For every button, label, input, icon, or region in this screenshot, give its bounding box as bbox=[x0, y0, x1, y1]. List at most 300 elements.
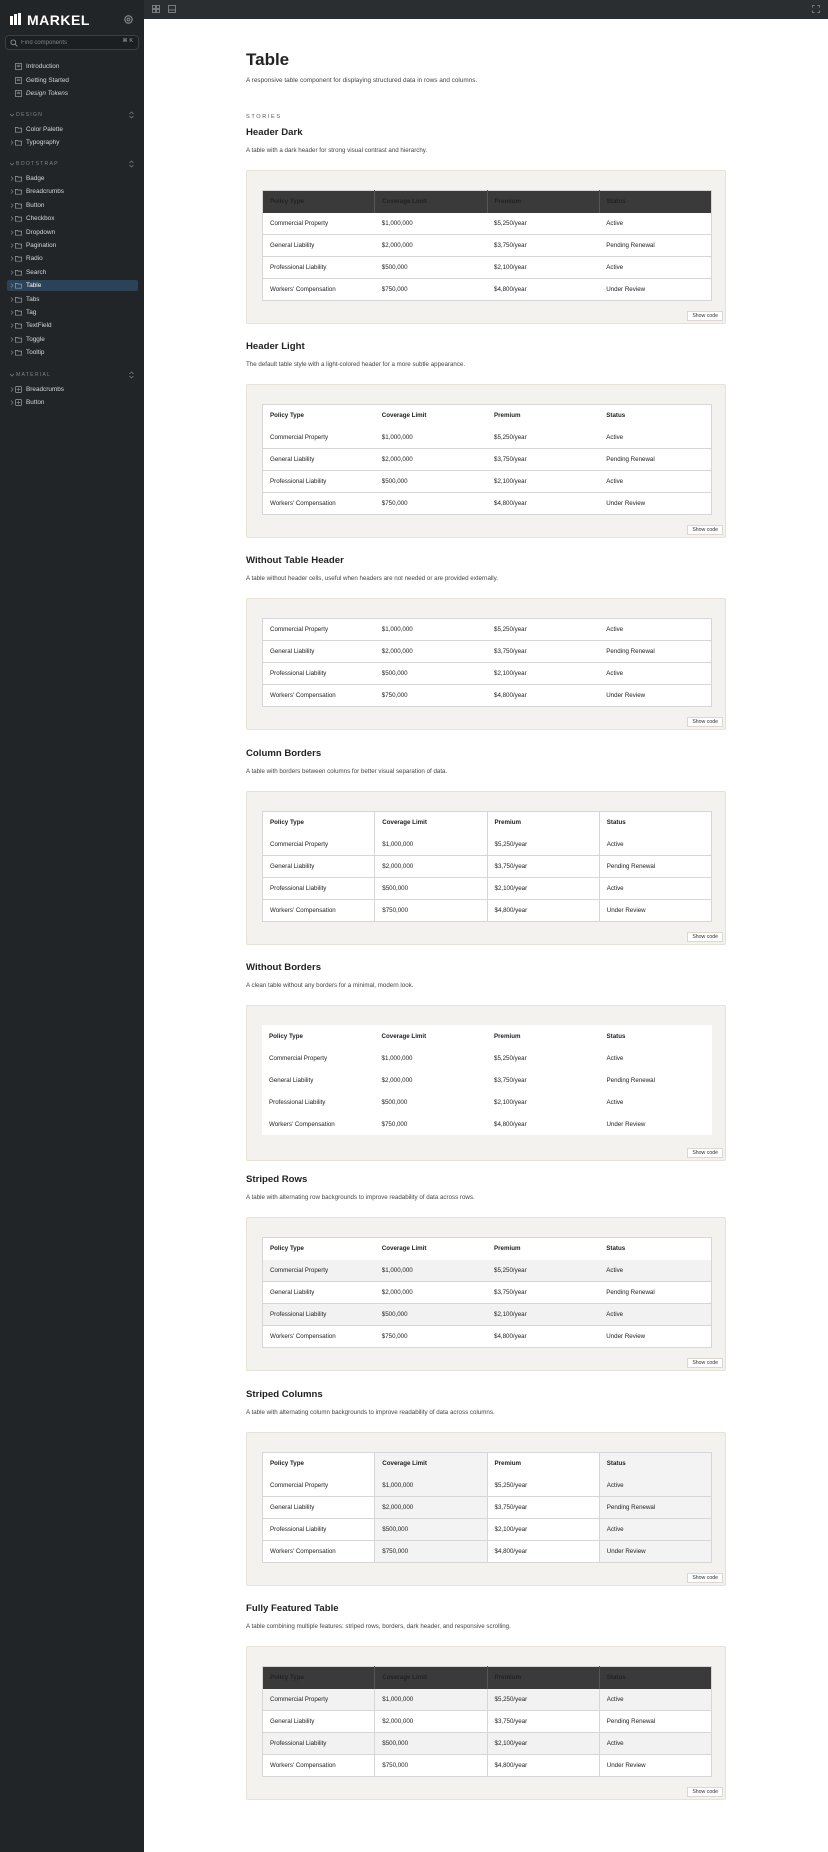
sidebar-item-label: Typography bbox=[26, 139, 60, 147]
table-cell: Commercial Property bbox=[263, 1475, 375, 1497]
sidebar-item-label: Pagination bbox=[26, 242, 57, 249]
section-design[interactable] bbox=[7, 110, 138, 120]
sidebar bbox=[0, 0, 144, 1852]
sidebar-item-label: Tooltip bbox=[26, 349, 45, 357]
table-cell: General Liability bbox=[263, 856, 375, 878]
table-row bbox=[263, 1282, 712, 1304]
page-title: Table bbox=[246, 50, 290, 69]
table-header-row bbox=[262, 1025, 712, 1047]
table-cell: $2,100/year bbox=[494, 670, 527, 677]
table-header-cell: Policy Type bbox=[270, 1245, 304, 1253]
sidebar-item-breadcrumbs[interactable] bbox=[7, 384, 138, 395]
story-preview bbox=[246, 1432, 726, 1586]
table-header-cell: Premium bbox=[494, 1245, 521, 1253]
story-title: Without Table Header bbox=[246, 555, 344, 566]
table-cell: Active bbox=[606, 840, 624, 848]
table-cell: Professional Liability bbox=[270, 670, 327, 677]
sidebar-item-badge[interactable] bbox=[7, 173, 138, 184]
table-cell: Workers' Compensation bbox=[263, 1541, 375, 1563]
table-row bbox=[263, 213, 712, 235]
sidebar-item-design-tokens[interactable] bbox=[7, 88, 138, 99]
table-cell: Pending Renewal bbox=[606, 1289, 655, 1296]
table-header-cell: Coverage Limit bbox=[381, 1245, 427, 1253]
table-cell: $1,000,000 bbox=[375, 1260, 487, 1282]
table-cell: Commercial Property bbox=[270, 626, 329, 633]
table-cell: $750,000 bbox=[375, 900, 487, 922]
folder-icon bbox=[15, 309, 22, 316]
table-header-cell: Policy Type bbox=[270, 412, 304, 420]
collapse-icon[interactable] bbox=[128, 160, 135, 168]
table-header-cell: Policy Type bbox=[263, 1453, 375, 1475]
table-row bbox=[263, 1497, 712, 1519]
docs-content bbox=[144, 19, 828, 1852]
sidebar-item-label: Radio bbox=[26, 255, 43, 263]
page-description: A responsive table component for displaying structured data in rows and columns. bbox=[246, 77, 478, 84]
show-code-button[interactable]: Show code bbox=[687, 1787, 723, 1797]
table-cell: General Liability bbox=[263, 1711, 375, 1733]
table-row bbox=[263, 856, 712, 878]
table-header-cell: Coverage Limit bbox=[375, 1453, 487, 1475]
story-preview bbox=[246, 1217, 726, 1371]
table-cell: $5,250/year bbox=[487, 834, 599, 856]
table-cell: $750,000 bbox=[381, 1120, 408, 1128]
story-preview bbox=[246, 384, 726, 538]
table-header-cell: Policy Type bbox=[263, 1667, 375, 1689]
table-cell: Under Review bbox=[606, 500, 646, 507]
search-shortcut: ⌘ K bbox=[122, 38, 133, 44]
sidebar-item-textfield[interactable] bbox=[7, 320, 138, 331]
table-cell: Commercial Property bbox=[269, 1054, 328, 1062]
table-cell: $1,000,000 bbox=[381, 433, 413, 441]
document-icon bbox=[15, 77, 22, 84]
data-table bbox=[262, 1237, 712, 1348]
table-cell: Pending Renewal bbox=[606, 863, 656, 870]
table-row bbox=[263, 257, 712, 279]
story-preview bbox=[246, 598, 726, 730]
table-header-cell: Status bbox=[606, 1032, 626, 1040]
table-cell: $4,800/year bbox=[494, 1333, 527, 1340]
table-cell: $2,000,000 bbox=[375, 1497, 487, 1519]
table-row bbox=[263, 1260, 712, 1282]
table-row bbox=[262, 1091, 712, 1113]
table-cell: Active bbox=[599, 1519, 711, 1541]
table-header-row bbox=[263, 1453, 712, 1475]
table-cell: Pending Renewal bbox=[599, 1497, 711, 1519]
story-description: A table without header cells, useful when headers are not needed or are provided externally. bbox=[246, 575, 499, 582]
table-cell: Workers' Compensation bbox=[269, 1120, 335, 1128]
sidebar-item-label: Breadcrumbs bbox=[26, 188, 65, 196]
table-header-cell: Status bbox=[599, 1667, 711, 1689]
sidebar-item-label: Button bbox=[26, 201, 45, 209]
component-icon bbox=[15, 386, 22, 393]
sidebar-item-table[interactable] bbox=[7, 280, 138, 291]
story-description: The default table style with a light-colored header for a more subtle appearance. bbox=[246, 361, 466, 368]
story-description: A table with a dark header for strong visual contrast and hierarchy. bbox=[246, 147, 428, 154]
table-cell: General Liability bbox=[270, 242, 315, 249]
sidebar-item-label: Getting Started bbox=[26, 76, 69, 84]
table-row bbox=[263, 427, 712, 449]
show-code-button[interactable]: Show code bbox=[687, 311, 723, 321]
table-cell: $5,250/year bbox=[494, 433, 527, 441]
sidebar-item-typography[interactable] bbox=[7, 137, 138, 148]
table-cell: Active bbox=[606, 219, 624, 227]
table-cell: Workers' Compensation bbox=[263, 900, 375, 922]
table-cell: $1,000,000 bbox=[375, 1689, 487, 1711]
table-cell: Professional Liability bbox=[263, 1733, 375, 1755]
table-row bbox=[263, 1519, 712, 1541]
story-title: Striped Rows bbox=[246, 1174, 308, 1185]
section-label: DESIGN bbox=[16, 112, 44, 118]
folder-icon bbox=[15, 322, 22, 329]
table-cell: Workers' Compensation bbox=[270, 1333, 336, 1340]
document-icon bbox=[15, 63, 22, 70]
table-row bbox=[263, 1541, 712, 1563]
table-cell: $500,000 bbox=[375, 1304, 487, 1326]
table-header-cell: Status bbox=[599, 191, 711, 213]
sidebar-item-label: Tag bbox=[26, 309, 37, 316]
chevron-down-icon bbox=[9, 112, 15, 118]
data-table bbox=[262, 1452, 712, 1563]
table-header-cell: Coverage Limit bbox=[381, 1032, 427, 1040]
table-cell: $2,100/year bbox=[487, 878, 599, 900]
table-cell: Professional Liability bbox=[263, 1519, 375, 1541]
table-cell: Under Review bbox=[606, 907, 646, 914]
table-cell: $500,000 bbox=[375, 1733, 487, 1755]
sidebar-item-label: Checkbox bbox=[26, 215, 55, 223]
table-header-row bbox=[263, 191, 712, 213]
table-header-cell: Premium bbox=[494, 1032, 521, 1040]
sidebar-item-button[interactable] bbox=[7, 397, 138, 408]
folder-icon bbox=[15, 296, 22, 303]
table-header-cell: Status bbox=[606, 412, 626, 420]
table-cell: $2,100/year bbox=[487, 1733, 599, 1755]
table-cell: $1,000,000 bbox=[381, 626, 413, 633]
chevron-down-icon bbox=[9, 372, 15, 378]
table-cell: $4,800/year bbox=[494, 692, 527, 699]
sidebar-item-dropdown[interactable] bbox=[7, 227, 138, 238]
table-cell: $3,750/year bbox=[494, 1289, 527, 1296]
table-cell: $750,000 bbox=[381, 500, 408, 507]
table-header-cell: Coverage Limit bbox=[381, 412, 427, 420]
table-cell: Professional Liability bbox=[269, 1098, 326, 1106]
table-cell: $4,800/year bbox=[494, 286, 527, 293]
table-row bbox=[263, 1304, 712, 1326]
table-cell: $500,000 bbox=[381, 478, 408, 485]
show-code-button[interactable]: Show code bbox=[687, 1148, 723, 1158]
table-cell: Active bbox=[599, 1689, 711, 1711]
folder-icon bbox=[15, 202, 22, 209]
data-table bbox=[262, 1025, 712, 1135]
table-cell: $4,800/year bbox=[487, 1541, 599, 1563]
sidebar-item-label: Design Tokens bbox=[26, 90, 69, 97]
table-cell: Pending Renewal bbox=[606, 648, 655, 655]
sidebar-item-label: TextField bbox=[26, 322, 52, 330]
table-row bbox=[263, 1733, 712, 1755]
sidebar-item-tabs[interactable] bbox=[7, 294, 138, 305]
sidebar-item-pagination[interactable] bbox=[7, 240, 138, 251]
table-cell: $3,750/year bbox=[487, 1497, 599, 1519]
table-cell: Professional Liability bbox=[263, 1304, 375, 1326]
gear-icon[interactable] bbox=[123, 14, 134, 25]
table-cell: General Liability bbox=[263, 1497, 375, 1519]
table-header-cell: Premium bbox=[487, 1453, 599, 1475]
table-cell: $1,000,000 bbox=[381, 219, 413, 227]
sidebar-item-color-palette[interactable] bbox=[7, 124, 138, 135]
table-row bbox=[262, 1113, 712, 1135]
table-cell: Workers' Compensation bbox=[270, 692, 336, 699]
table-header-row bbox=[263, 405, 712, 427]
table-cell: $2,100/year bbox=[487, 1304, 599, 1326]
story-title: Header Light bbox=[246, 341, 305, 352]
sidebar-item-label: Button bbox=[26, 399, 45, 407]
folder-icon bbox=[15, 215, 22, 222]
section-label: MATERIAL bbox=[16, 372, 52, 378]
story-title: Fully Featured Table bbox=[246, 1603, 339, 1614]
table-header-cell: Premium bbox=[487, 191, 599, 213]
table-cell: $500,000 bbox=[375, 1519, 487, 1541]
table-cell: Workers' Compensation bbox=[270, 286, 336, 293]
table-cell: $2,100/year bbox=[494, 264, 527, 271]
table-header-cell: Policy Type bbox=[269, 1032, 303, 1040]
sidebar-item-introduction[interactable] bbox=[7, 61, 138, 72]
table-cell: General Liability bbox=[269, 1076, 314, 1084]
collapse-icon[interactable] bbox=[128, 371, 135, 379]
fullscreen-icon[interactable] bbox=[812, 5, 820, 13]
table-cell: Professional Liability bbox=[270, 264, 327, 271]
chevron-down-icon bbox=[9, 161, 15, 167]
table-cell: $5,250/year bbox=[487, 1475, 599, 1497]
table-header-cell: Policy Type bbox=[263, 812, 375, 834]
table-row bbox=[263, 641, 712, 663]
sidebar-item-checkbox[interactable] bbox=[7, 213, 138, 224]
table-row bbox=[263, 1689, 712, 1711]
show-code-button[interactable]: Show code bbox=[687, 1358, 723, 1368]
story-title: Header Dark bbox=[246, 127, 303, 138]
show-code-button[interactable]: Show code bbox=[687, 932, 723, 942]
table-cell: Pending Renewal bbox=[606, 1076, 656, 1084]
table-cell: Workers' Compensation bbox=[263, 1755, 375, 1777]
section-label: BOOTSTRAP bbox=[16, 161, 59, 167]
table-cell: General Liability bbox=[270, 456, 315, 463]
table-header-cell: Premium bbox=[487, 1667, 599, 1689]
grid-icon[interactable] bbox=[152, 5, 160, 13]
table-cell: General Liability bbox=[270, 648, 315, 655]
stories-label: STORIES bbox=[246, 114, 282, 120]
sidebar-item-getting-started[interactable] bbox=[7, 75, 138, 86]
table-row bbox=[263, 449, 712, 471]
table-cell: Commercial Property bbox=[263, 1689, 375, 1711]
show-code-button[interactable]: Show code bbox=[687, 525, 723, 535]
table-cell: $500,000 bbox=[381, 1098, 408, 1106]
table-cell: $4,800/year bbox=[494, 500, 527, 507]
sidebar-item-label: Badge bbox=[26, 175, 45, 182]
story-title: Column Borders bbox=[246, 748, 322, 759]
table-row bbox=[263, 685, 712, 707]
sidebar-item-tooltip[interactable] bbox=[7, 347, 138, 358]
table-cell: $2,100/year bbox=[494, 1098, 527, 1106]
table-row bbox=[263, 834, 712, 856]
folder-icon bbox=[15, 188, 22, 195]
table-header-row bbox=[263, 812, 712, 834]
table-cell: Active bbox=[606, 626, 624, 633]
brand-name: MARKEL bbox=[27, 12, 90, 28]
sidebar-item-label: Color Palette bbox=[26, 126, 63, 133]
table-cell: $1,000,000 bbox=[375, 834, 487, 856]
table-cell: Under Review bbox=[606, 1120, 646, 1128]
table-cell: $2,100/year bbox=[487, 1519, 599, 1541]
table-cell: $5,250/year bbox=[494, 219, 527, 227]
table-cell: Commercial Property bbox=[263, 834, 375, 856]
story-description: A clean table without any borders for a minimal, modern look. bbox=[246, 982, 414, 989]
table-cell: $500,000 bbox=[381, 264, 408, 271]
document-icon bbox=[15, 90, 22, 97]
sidebar-item-label: Toggle bbox=[26, 335, 45, 343]
table-cell: $1,000,000 bbox=[381, 1054, 413, 1062]
table-row bbox=[263, 235, 712, 257]
table-cell: Commercial Property bbox=[270, 219, 329, 227]
table-cell: Under Review bbox=[606, 692, 646, 699]
folder-icon bbox=[15, 229, 22, 236]
sidebar-item-radio[interactable] bbox=[7, 253, 138, 264]
table-header-cell: Premium bbox=[494, 412, 521, 420]
section-bootstrap[interactable] bbox=[7, 159, 138, 169]
sidebar-item-label: Table bbox=[26, 282, 42, 290]
sidebar-item-search[interactable] bbox=[7, 267, 138, 278]
table-cell: $3,750/year bbox=[487, 1711, 599, 1733]
table-row bbox=[263, 663, 712, 685]
table-cell: Active bbox=[599, 1260, 711, 1282]
table-cell: Active bbox=[606, 885, 624, 892]
table-cell: $5,250/year bbox=[494, 1054, 527, 1062]
table-cell: $2,000,000 bbox=[375, 1711, 487, 1733]
table-row bbox=[263, 900, 712, 922]
table-row bbox=[262, 1047, 712, 1069]
sidebar-item-tag[interactable] bbox=[7, 307, 138, 318]
table-header-cell: Premium bbox=[487, 812, 599, 834]
folder-icon bbox=[15, 242, 22, 249]
sidebar-item-button[interactable] bbox=[7, 200, 138, 211]
table-cell: $4,800/year bbox=[487, 900, 599, 922]
table-header-cell: Status bbox=[606, 819, 626, 827]
table-cell: Commercial Property bbox=[270, 433, 329, 441]
sidebar-item-label: Search bbox=[26, 268, 47, 276]
table-cell: Commercial Property bbox=[263, 1260, 375, 1282]
table-cell: $2,000,000 bbox=[381, 242, 413, 249]
table-cell: Under Review bbox=[606, 1333, 646, 1340]
table-row bbox=[263, 1711, 712, 1733]
table-header-cell: Coverage Limit bbox=[375, 812, 487, 834]
table-cell: $5,250/year bbox=[487, 1260, 599, 1282]
table-cell: $750,000 bbox=[381, 286, 408, 293]
sidebar-item-label: Breadcrumbs bbox=[26, 386, 65, 393]
table-cell: Active bbox=[606, 433, 624, 441]
show-code-button[interactable]: Show code bbox=[687, 717, 723, 727]
sidebar-item-label: Introduction bbox=[26, 63, 60, 70]
section-material[interactable] bbox=[7, 370, 138, 380]
table-cell: Pending Renewal bbox=[606, 1718, 656, 1725]
table-cell: $750,000 bbox=[381, 692, 408, 699]
table-row bbox=[263, 1326, 712, 1348]
sidebar-item-toggle[interactable] bbox=[7, 334, 138, 345]
table-cell: $3,750/year bbox=[487, 856, 599, 878]
folder-icon bbox=[15, 349, 22, 356]
table-cell: $5,250/year bbox=[494, 626, 527, 633]
table-header-cell: Status bbox=[606, 1245, 626, 1253]
story-title: Without Borders bbox=[246, 962, 322, 973]
table-cell: $3,750/year bbox=[494, 1076, 527, 1084]
story-preview bbox=[246, 791, 726, 945]
search-input[interactable] bbox=[21, 37, 111, 48]
table-cell: $2,000,000 bbox=[381, 456, 413, 463]
background-icon[interactable] bbox=[168, 5, 176, 13]
sidebar-item-label: Dropdown bbox=[26, 228, 56, 236]
search-icon bbox=[10, 39, 18, 47]
table-cell: $2,000,000 bbox=[381, 1076, 413, 1084]
story-preview bbox=[246, 1005, 726, 1161]
sidebar-item-label: Tabs bbox=[26, 295, 40, 303]
data-table bbox=[262, 1666, 712, 1777]
show-code-button[interactable]: Show code bbox=[687, 1573, 723, 1583]
table-cell: Active bbox=[606, 264, 624, 271]
table-cell: Active bbox=[606, 478, 624, 485]
table-cell: Pending Renewal bbox=[606, 242, 655, 249]
table-cell: Professional Liability bbox=[263, 878, 375, 900]
table-row bbox=[262, 1069, 712, 1091]
table-cell: Workers' Compensation bbox=[270, 500, 336, 507]
table-cell: Pending Renewal bbox=[606, 456, 655, 463]
story-preview bbox=[246, 1646, 726, 1800]
table-cell: $3,750/year bbox=[494, 242, 527, 249]
table-cell: $4,800/year bbox=[487, 1755, 599, 1777]
table-row bbox=[263, 878, 712, 900]
table-header-row bbox=[263, 1238, 712, 1260]
table-header-cell: Policy Type bbox=[263, 191, 375, 213]
search-box[interactable] bbox=[5, 35, 139, 50]
table-cell: $2,100/year bbox=[494, 478, 527, 485]
table-cell: $750,000 bbox=[381, 1333, 408, 1340]
table-cell: $2,000,000 bbox=[381, 648, 413, 655]
table-cell: Under Review bbox=[606, 286, 646, 293]
table-cell: Active bbox=[599, 1733, 711, 1755]
data-table bbox=[262, 811, 712, 922]
story-preview bbox=[246, 170, 726, 324]
table-cell: $500,000 bbox=[375, 878, 487, 900]
story-description: A table with alternating row backgrounds to improve readability of data across rows. bbox=[246, 1194, 475, 1201]
story-description: A table with alternating column backgrounds to improve readability of data across columns. bbox=[246, 1409, 495, 1416]
table-cell: $4,800/year bbox=[494, 1120, 527, 1128]
table-cell: $5,250/year bbox=[487, 1689, 599, 1711]
folder-icon bbox=[15, 126, 22, 133]
table-row bbox=[263, 493, 712, 515]
table-cell: $1,000,000 bbox=[375, 1475, 487, 1497]
table-cell: General Liability bbox=[270, 1289, 315, 1296]
table-row bbox=[263, 279, 712, 301]
table-cell: Active bbox=[599, 1304, 711, 1326]
collapse-icon[interactable] bbox=[128, 111, 135, 119]
sidebar-item-breadcrumbs[interactable] bbox=[7, 186, 138, 197]
folder-icon bbox=[15, 175, 22, 182]
table-header-cell: Coverage Limit bbox=[375, 1667, 487, 1689]
toolbar bbox=[144, 0, 828, 19]
table-cell: Active bbox=[606, 1098, 624, 1106]
brand-logo[interactable] bbox=[10, 10, 136, 30]
data-table bbox=[262, 190, 712, 301]
table-row bbox=[263, 1475, 712, 1497]
table-cell: Under Review bbox=[599, 1541, 711, 1563]
folder-icon bbox=[15, 336, 22, 343]
data-table bbox=[262, 618, 712, 707]
story-description: A table with borders between columns for better visual separation of data. bbox=[246, 768, 448, 775]
